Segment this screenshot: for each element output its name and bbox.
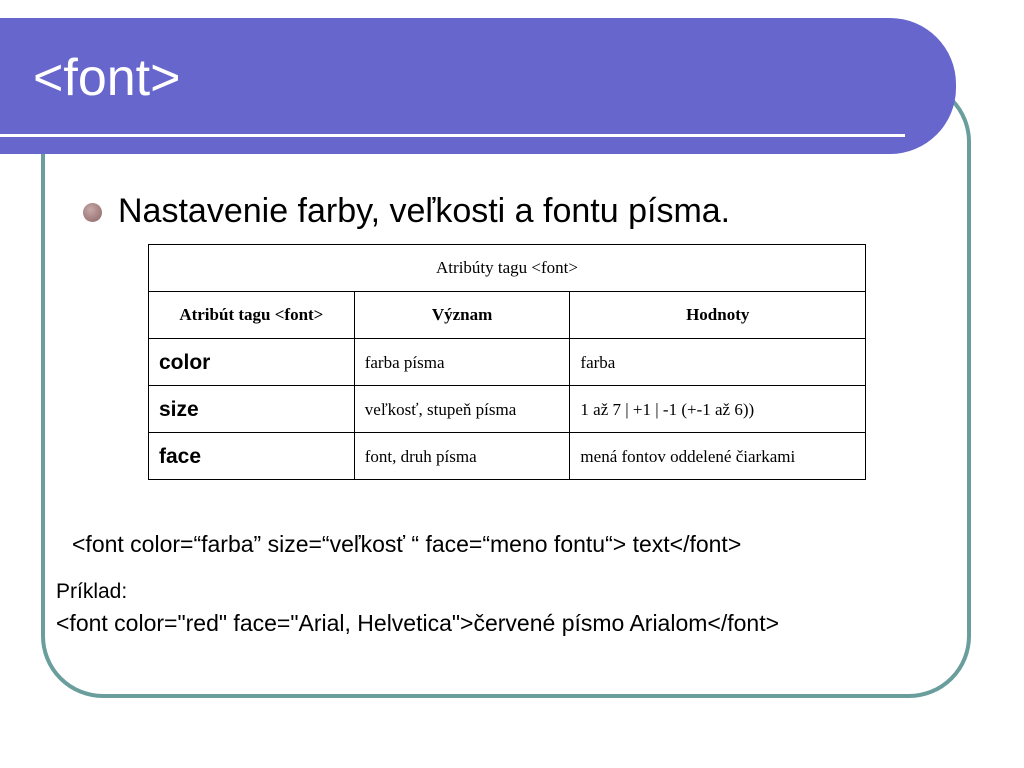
example-label: Príklad: xyxy=(56,580,128,603)
column-header: Význam xyxy=(354,292,570,339)
attribute-name: face xyxy=(149,433,355,480)
attribute-values: mená fontov oddelené čiarkami xyxy=(570,433,866,480)
attributes-table xyxy=(148,244,866,480)
table-header-row xyxy=(149,292,866,339)
table-caption-row xyxy=(149,245,866,292)
title-underline xyxy=(0,134,905,137)
syntax-line: <font color=“farba” size=“veľkosť “ face=“meno fontu“> text</font> xyxy=(72,531,742,557)
column-header: Atribút tagu <font> xyxy=(149,292,355,339)
attribute-name: color xyxy=(149,339,355,386)
bullet-text: Nastavenie farby, veľkosti a fontu písma. xyxy=(118,192,731,230)
attribute-meaning: farba písma xyxy=(354,339,570,386)
table-row xyxy=(149,339,866,386)
attribute-name: size xyxy=(149,386,355,433)
attribute-values: farba xyxy=(570,339,866,386)
attribute-meaning: font, druh písma xyxy=(354,433,570,480)
table-row xyxy=(149,386,866,433)
column-header: Hodnoty xyxy=(570,292,866,339)
example-code: <font color="red" face="Arial, Helvetica">červené písmo Arialom</font> xyxy=(56,610,780,636)
attribute-meaning: veľkosť, stupeň písma xyxy=(354,386,570,433)
table-caption: Atribúty tagu <font> xyxy=(149,245,866,292)
attribute-values: 1 až 7 | +1 | -1 (+-1 až 6)) xyxy=(570,386,866,433)
bullet-dot-icon xyxy=(83,203,102,222)
slide-title: <font> xyxy=(33,49,181,107)
table-row xyxy=(149,433,866,480)
